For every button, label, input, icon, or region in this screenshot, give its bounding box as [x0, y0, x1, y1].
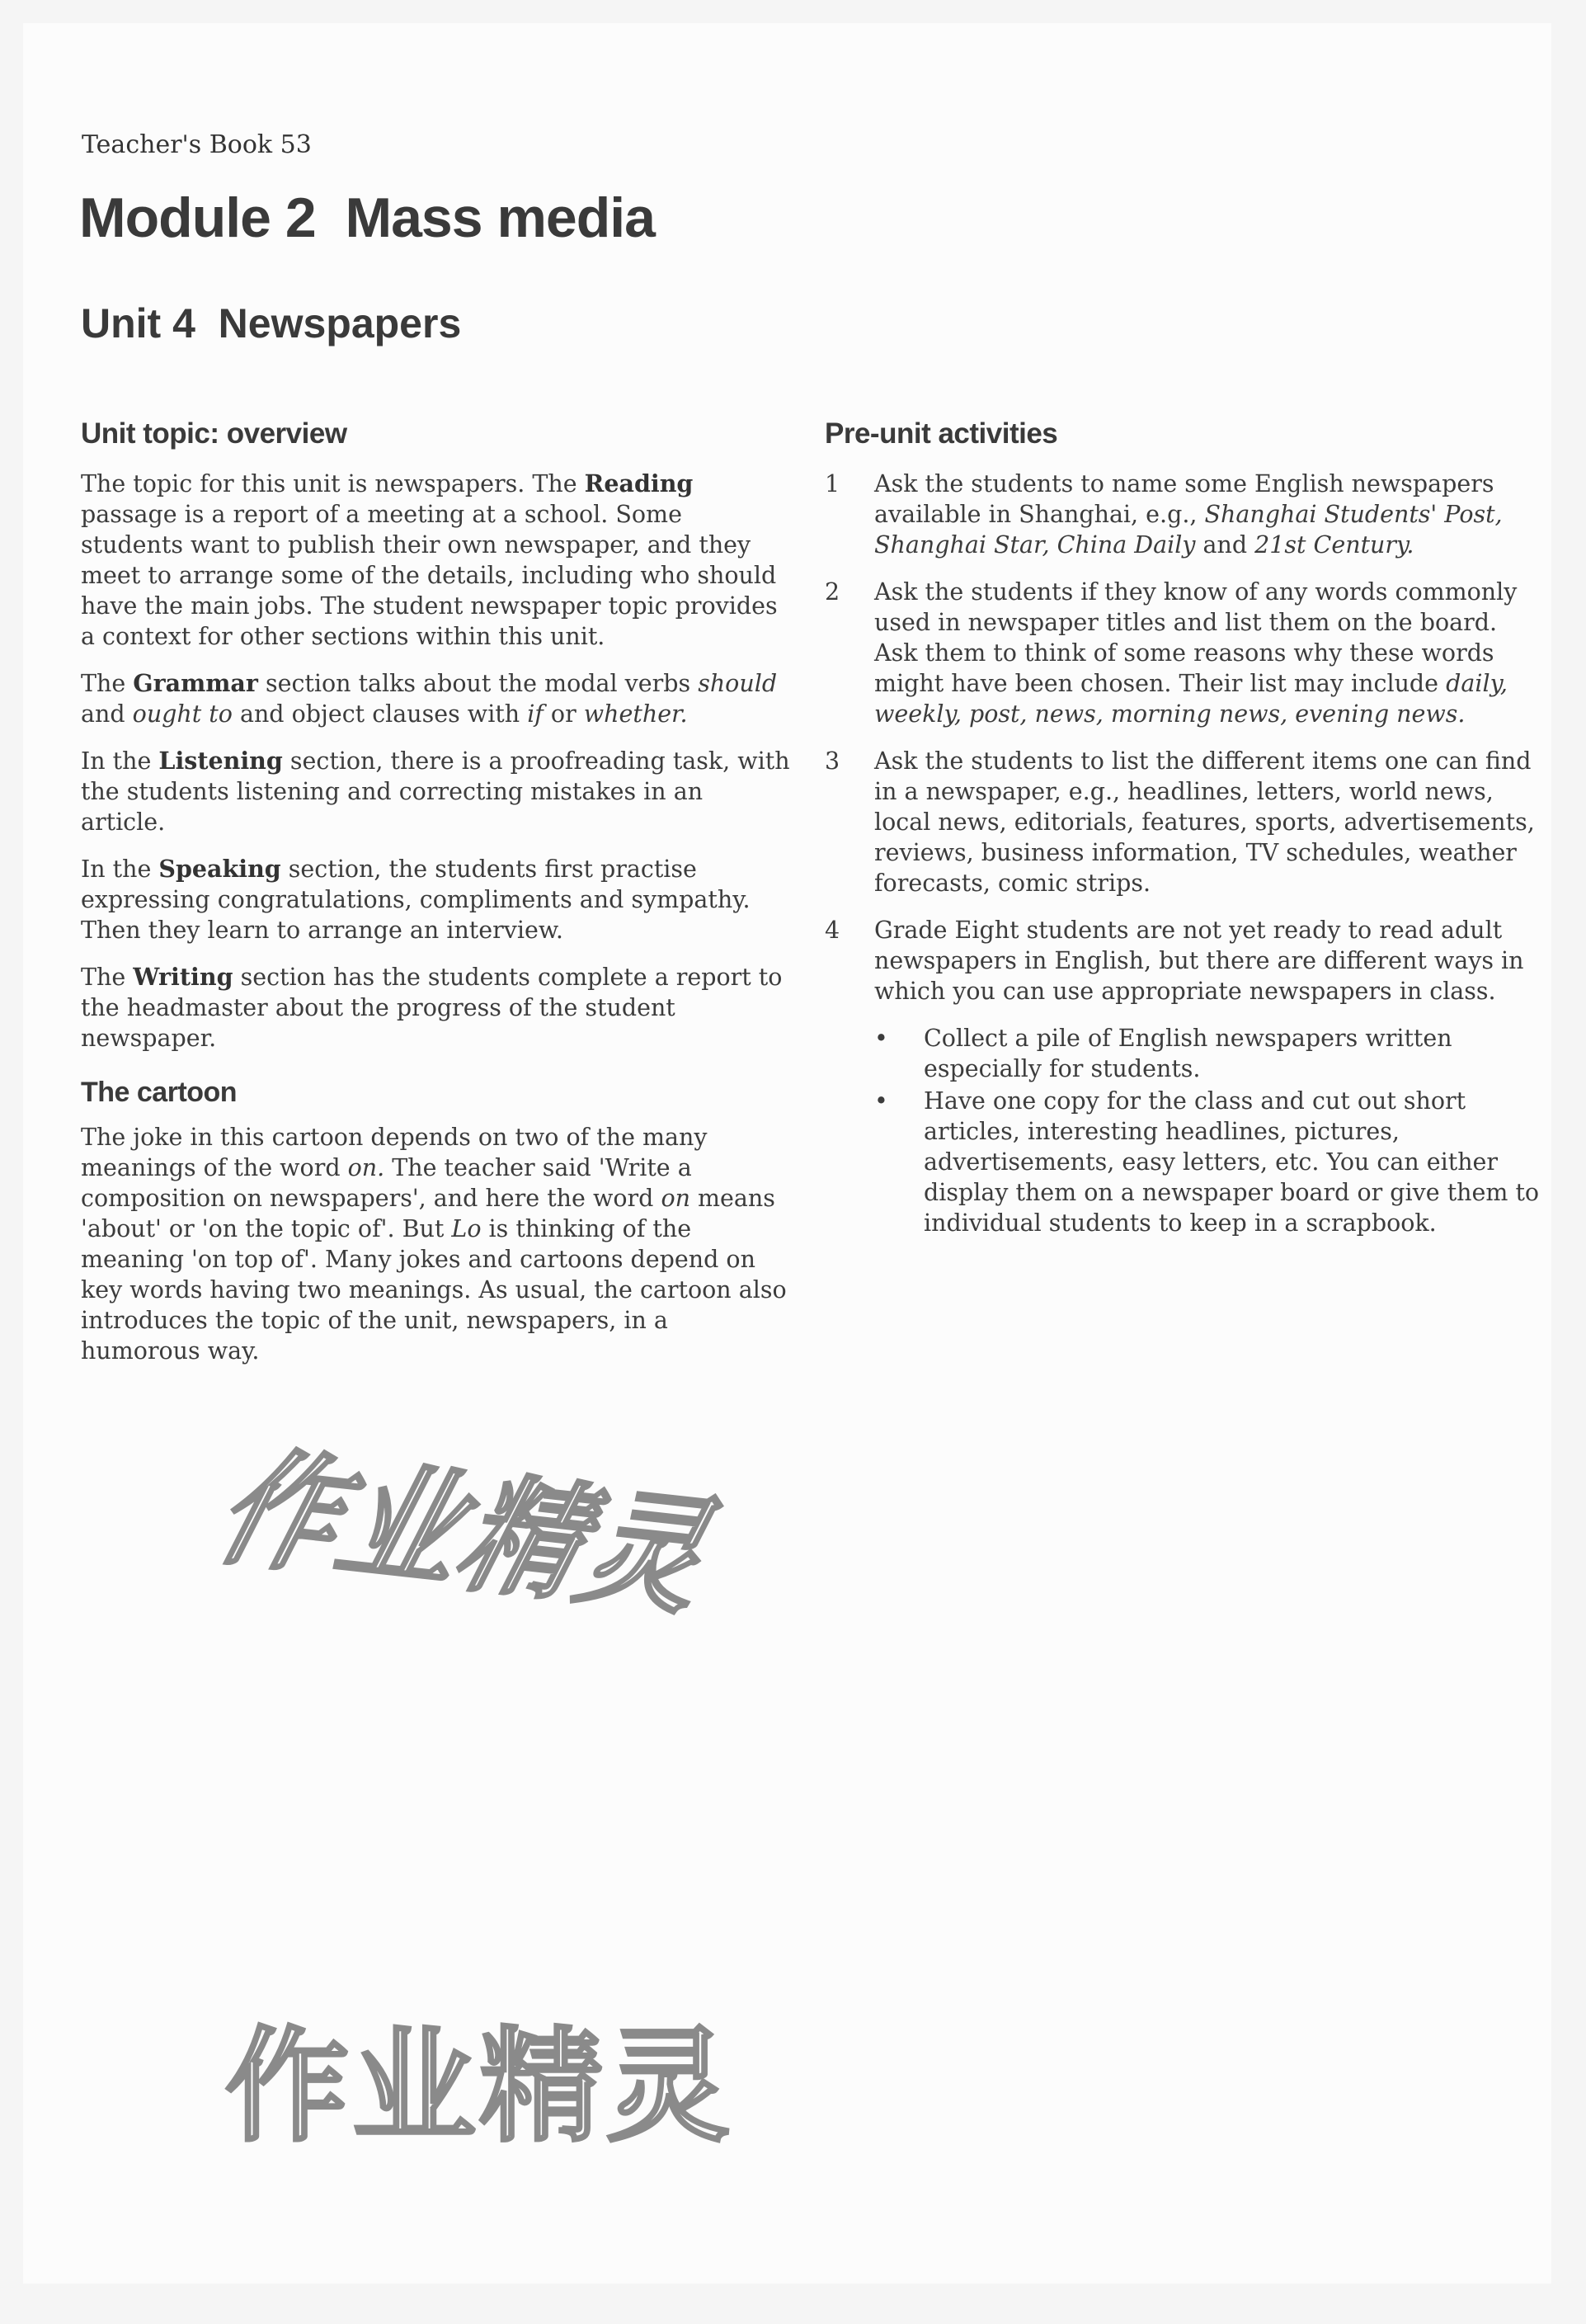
right-column	[825, 417, 1542, 1255]
left-column	[81, 417, 790, 1383]
bullet-dot: •	[874, 1087, 888, 1115]
bullet-item: • Collect a pile of English newspapers written especially for students.	[874, 1025, 1452, 1082]
activity-list	[825, 469, 1542, 1238]
running-head: Teacher's Book 53	[82, 130, 312, 159]
activity-item-4: 4 Grade Eight students are not yet ready to read adult newspapers in English, but there are different ways in which you can use appropriate newspapers in class. • Collect a pile of English newspapers written especially for students. • Have one copy for the class and cut out short articles, interesting headlines, pictures, advertisements, easy letters, etc. You can either display them on a newspaper board or give them to individual students to keep in a scrapbook.	[825, 915, 1542, 1238]
overview-paragraph-writing: The Writing section has the students complete a report to the headmaster about the progress of the student newspaper.	[81, 963, 783, 1052]
activity-item-2: 2 Ask the students if they know of any words commonly used in newspaper titles and list them on the board. Ask them to think of some reasons why these words might have been chosen. Their list may include daily, weekly, post, news, morning news, evening news.	[825, 578, 1518, 728]
bullet-dot: •	[874, 1025, 888, 1052]
pre-unit-heading: Pre-unit activities	[825, 417, 1058, 450]
watermark-upper: 作业精灵	[195, 1436, 752, 1633]
overview-paragraph-grammar: The Grammar section talks about the modal verbs should and ought to and object clauses with if or whether.	[81, 669, 778, 728]
overview-paragraph-listening: In the Listening section, there is a proofreading task, with the students listening and correcting mistakes in an article.	[81, 747, 790, 836]
overview-paragraph-reading: The topic for this unit is newspapers. The Reading passage is a report of a meeting at a school. Some students want to publish their own newspaper, and they meet to arrange some of the details, including who should have the main jobs. The student newspaper topic provides a context for other sections within this unit.	[81, 469, 778, 650]
activity-number: 1	[825, 470, 840, 497]
activity-number: 2	[825, 578, 840, 606]
bullet-item: • Have one copy for the class and cut out short articles, interesting headlines, pictures, advertisements, easy letters, etc. You can either display them on a newspaper board or give them to individual students to keep in a scrapbook.	[874, 1087, 1540, 1237]
activity-4-bullets	[874, 1023, 1542, 1238]
activity-item-3: 3 Ask the students to list the different items one can find in a newspaper, e.g., headlines, letters, world news, local news, editorials, features, sports, advertisements, reviews, business information, TV schedules, weather forecasts, comic strips.	[825, 747, 1535, 897]
watermark-lower: 作业精灵	[225, 2015, 734, 2159]
unit-title: Unit 4 Newspapers	[81, 300, 462, 346]
page	[23, 23, 1551, 2284]
module-title: Module 2 Mass media	[79, 186, 655, 249]
activity-item-1: 1 Ask the students to name some English newspapers available in Shanghai, e.g., Shanghai Students' Post, Shanghai Star, China Daily and 21st Century.	[825, 470, 1503, 559]
activity-number: 4	[825, 917, 840, 944]
cartoon-paragraph: The joke in this cartoon depends on two of the many meanings of the word on. The teacher said 'Write a composition on newspapers', and here the word on means 'about' or 'on the topic of'. But Lo is thinking of the meaning 'on top of'. Many jokes and cartoons depend on key words having two meanings. As usual, the cartoon also introduces the topic of the unit, newspapers, in a humorous way.	[81, 1124, 787, 1365]
activity-number: 3	[825, 747, 840, 775]
overview-heading: Unit topic: overview	[81, 417, 347, 450]
overview-paragraph-speaking: In the Speaking section, the students first practise expressing congratulations, compliments and sympathy. Then they learn to arrange an interview.	[81, 855, 751, 944]
cartoon-heading: The cartoon	[81, 1077, 238, 1108]
